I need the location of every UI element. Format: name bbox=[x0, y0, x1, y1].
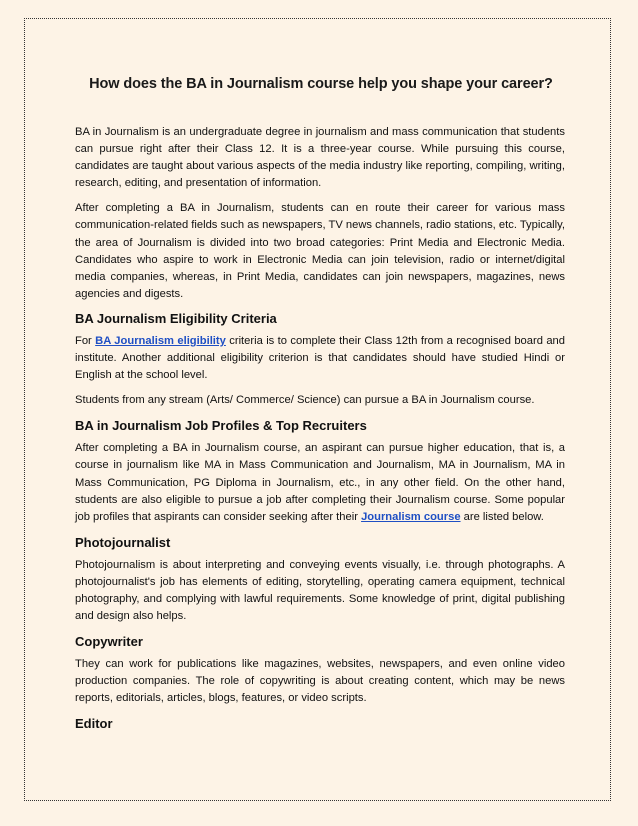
eligibility-paragraph-1 bbox=[75, 333, 565, 384]
ba-journalism-eligibility-link[interactable]: BA Journalism eligibility bbox=[95, 334, 226, 347]
eligibility-heading: BA Journalism Eligibility Criteria bbox=[75, 310, 277, 326]
job-profiles-heading: BA in Journalism Job Profiles & Top Recruiters bbox=[75, 418, 367, 434]
eligibility-prefix: For bbox=[75, 334, 96, 347]
intro-paragraph-2: After completing a BA in Journalism, students can en route their career for various mass communication-related fields such as newspapers, TV news channels, radio stations, etc. Typically, the area of Journalism is divided into two broad categories: Print Media and Electronic Media. Candidates who aspire to work in Electronic Media can join television, radio or internet/digital media companies, whereas, in Print Media, candidates can join newspapers, magazines, news agencies and digests. bbox=[75, 202, 566, 300]
photojournalist-heading: Photojournalist bbox=[75, 534, 171, 550]
editor-heading: Editor bbox=[75, 716, 113, 732]
copywriter-heading: Copywriter bbox=[75, 634, 143, 650]
intro-paragraph-1: BA in Journalism is an undergraduate degree in journalism and mass communication that students can pursue right after their Class 12. It is a three-year course. While pursuing this course, candidates are taught about various aspects of the media industry like reporting, compiling, writing, research, editing, and presentation of information. bbox=[75, 126, 565, 190]
journalism-course-link[interactable]: Journalism course bbox=[361, 510, 461, 523]
jobs-suffix: are listed below. bbox=[460, 510, 544, 523]
copywriter-paragraph: They can work for publications like magazines, websites, newspapers, and even online video production companies. The role of copywriting is about creating content, which may be news reports, editorials, articles, blogs, features, or video scripts. bbox=[75, 658, 565, 705]
job-profiles-paragraph bbox=[75, 440, 565, 525]
document-body bbox=[75, 76, 565, 732]
jobs-prefix: After completing a BA in Journalism course, an aspirant can pursue higher education, that is, a course in journalism like MA in Mass Communication and Journalism, MA in Journalism, MA in Mass Communication, PG Diploma in Journalism, etc., in any other field. On the other hand, students are also eligible to pursue a job after completing their Journalism course. Some popular job profiles that aspirants can consider seeking after their bbox=[75, 442, 565, 523]
photojournalist-paragraph: Photojournalism is about interpreting and conveying events visually, i.e. through photographs. A photojournalist's job has elements of editing, storytelling, operating camera equipment, technical photography, and complying with lawful requirements. Some knowledge of print, digital publishing and design also helps. bbox=[75, 558, 565, 623]
eligibility-paragraph-2: Students from any stream (Arts/ Commerce/ Science) can pursue a BA in Journalism course. bbox=[75, 394, 535, 407]
page-title: How does the BA in Journalism course help you shape your career? bbox=[89, 76, 553, 92]
eligibility-suffix: criteria is to complete their Class 12th from a recognised board and institute. Another additional eligibility criterion is that candidates should have studied Hindi or English at the school level. bbox=[75, 334, 565, 382]
